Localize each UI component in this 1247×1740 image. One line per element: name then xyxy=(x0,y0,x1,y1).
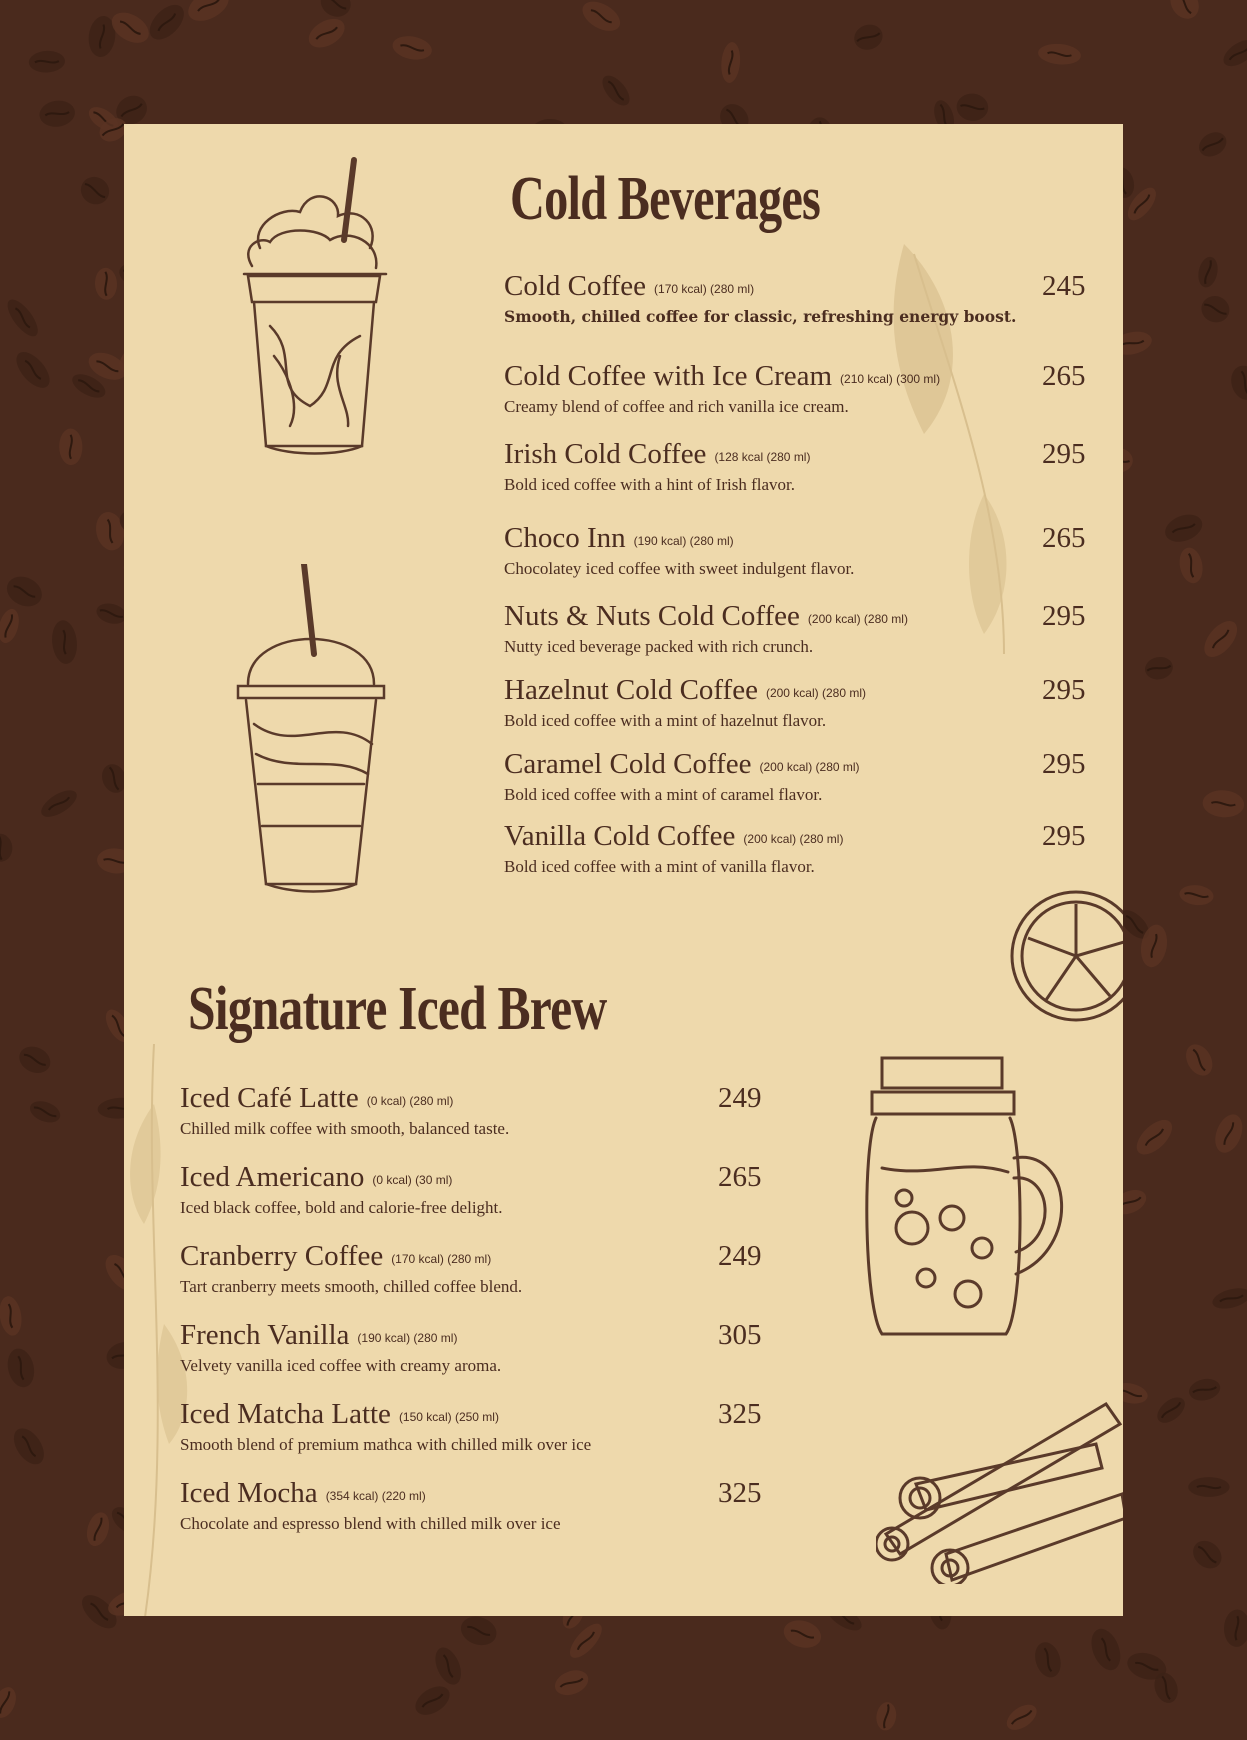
menu-item-description: Smooth, chilled coffee for classic, refreshing energy boost. xyxy=(504,307,1017,326)
menu-item-nutrition: (200 kcal) (280 ml) xyxy=(743,832,844,846)
menu-item-description: Bold iced coffee with a mint of caramel flavor. xyxy=(504,785,823,804)
menu-item xyxy=(180,1479,561,1534)
lemon-slice-icon xyxy=(1006,886,1123,1026)
menu-item xyxy=(504,822,843,877)
menu-item-name: Iced Matcha Latte xyxy=(180,1398,391,1430)
menu-item-price: 249 xyxy=(718,1082,762,1114)
menu-item-description: Iced black coffee, bold and calorie-free delight. xyxy=(180,1198,503,1217)
menu-item xyxy=(180,1163,503,1218)
menu-item xyxy=(504,440,810,495)
menu-item-nutrition: (170 kcal) (280 ml) xyxy=(654,282,755,296)
menu-item-description: Bold iced coffee with a hint of Irish flavor. xyxy=(504,475,795,494)
menu-item-price: 295 xyxy=(1042,438,1086,470)
menu-item-price: 295 xyxy=(1042,748,1086,780)
menu-item-name: Cold Coffee with Ice Cream xyxy=(504,360,833,392)
menu-item-price: 305 xyxy=(718,1319,762,1351)
menu-item xyxy=(180,1242,522,1297)
menu-item-description: Bold iced coffee with a mint of hazelnut flavor. xyxy=(504,711,827,730)
menu-item-description: Chilled milk coffee with smooth, balanced taste. xyxy=(180,1119,510,1138)
menu-item xyxy=(504,362,940,417)
menu-item-name: Iced Café Latte xyxy=(180,1082,359,1114)
menu-item xyxy=(504,524,854,579)
menu-item-nutrition: (210 kcal) (300 ml) xyxy=(840,372,941,386)
menu-item-name: Iced Americano xyxy=(180,1161,365,1193)
menu-item-name: French Vanilla xyxy=(180,1319,350,1351)
menu-item-price: 265 xyxy=(718,1161,762,1193)
dome-lid-cup-icon xyxy=(234,564,394,904)
menu-item-price: 295 xyxy=(1042,600,1086,632)
menu-panel xyxy=(124,124,1123,1616)
menu-item-price: 245 xyxy=(1042,270,1086,302)
menu-item-name: Nuts & Nuts Cold Coffee xyxy=(504,600,800,632)
menu-item-nutrition: (0 kcal) (280 ml) xyxy=(366,1094,454,1108)
menu-item-nutrition: (0 kcal) (30 ml) xyxy=(372,1173,453,1187)
menu-item-description: Tart cranberry meets smooth, chilled coffee blend. xyxy=(180,1277,523,1296)
menu-item-price: 325 xyxy=(718,1398,762,1430)
menu-item-nutrition: (170 kcal) (280 ml) xyxy=(391,1252,492,1266)
menu-item-nutrition: (354 kcal) (220 ml) xyxy=(325,1489,426,1503)
menu-item-price: 265 xyxy=(1042,522,1086,554)
menu-item xyxy=(180,1321,501,1376)
menu-item-name: Iced Mocha xyxy=(180,1477,318,1509)
menu-item xyxy=(180,1084,509,1139)
menu-item-name: Hazelnut Cold Coffee xyxy=(504,674,758,706)
menu-item-nutrition: (200 kcal) (280 ml) xyxy=(765,686,866,700)
menu-item-price: 295 xyxy=(1042,820,1086,852)
section-title-cold-beverages: Cold Beverages xyxy=(510,165,821,233)
menu-item-description: Velvety vanilla iced coffee with creamy aroma. xyxy=(180,1356,502,1375)
menu-item-price: 295 xyxy=(1042,674,1086,706)
menu-item-nutrition: (190 kcal) (280 ml) xyxy=(357,1331,458,1345)
menu-item-name: Irish Cold Coffee xyxy=(504,438,707,470)
menu-item-name: Caramel Cold Coffee xyxy=(504,748,752,780)
menu-item-price: 265 xyxy=(1042,360,1086,392)
menu-item-name: Cold Coffee xyxy=(504,270,647,302)
menu-item-description: Chocolatey iced coffee with sweet indulgent flavor. xyxy=(504,559,855,578)
menu-item-description: Chocolate and espresso blend with chilled milk over ice xyxy=(180,1514,561,1533)
menu-item-description: Smooth blend of premium mathca with chilled milk over ice xyxy=(180,1435,592,1454)
menu-item-description: Nutty iced beverage packed with rich crunch. xyxy=(504,637,814,656)
menu-item xyxy=(504,272,1016,326)
menu-item-price: 249 xyxy=(718,1240,762,1272)
menu-item-nutrition: (128 kcal (280 ml) xyxy=(714,450,811,464)
menu-item-name: Vanilla Cold Coffee xyxy=(504,820,736,852)
whipped-cream-cup-icon xyxy=(230,156,400,476)
menu-item xyxy=(504,602,908,657)
menu-item-description: Bold iced coffee with a mint of vanilla flavor. xyxy=(504,857,815,876)
menu-item-description: Creamy blend of coffee and rich vanilla ice cream. xyxy=(504,397,849,416)
menu-item-name: Cranberry Coffee xyxy=(180,1240,384,1272)
menu-item xyxy=(180,1400,591,1455)
menu-item-price: 325 xyxy=(718,1477,762,1509)
menu-item-nutrition: (200 kcal) (280 ml) xyxy=(807,612,908,626)
menu-item-nutrition: (150 kcal) (250 ml) xyxy=(398,1410,499,1424)
menu-item-nutrition: (190 kcal) (280 ml) xyxy=(633,534,734,548)
menu-item xyxy=(504,750,860,805)
menu-item-name: Choco Inn xyxy=(504,522,626,554)
section-title-signature-iced-brew: Signature Iced Brew xyxy=(188,975,607,1043)
menu-item-nutrition: (200 kcal) (280 ml) xyxy=(759,760,860,774)
cinnamon-sticks-icon xyxy=(876,1384,1123,1584)
menu-item xyxy=(504,676,866,731)
mason-jar-icon xyxy=(852,1048,1092,1348)
